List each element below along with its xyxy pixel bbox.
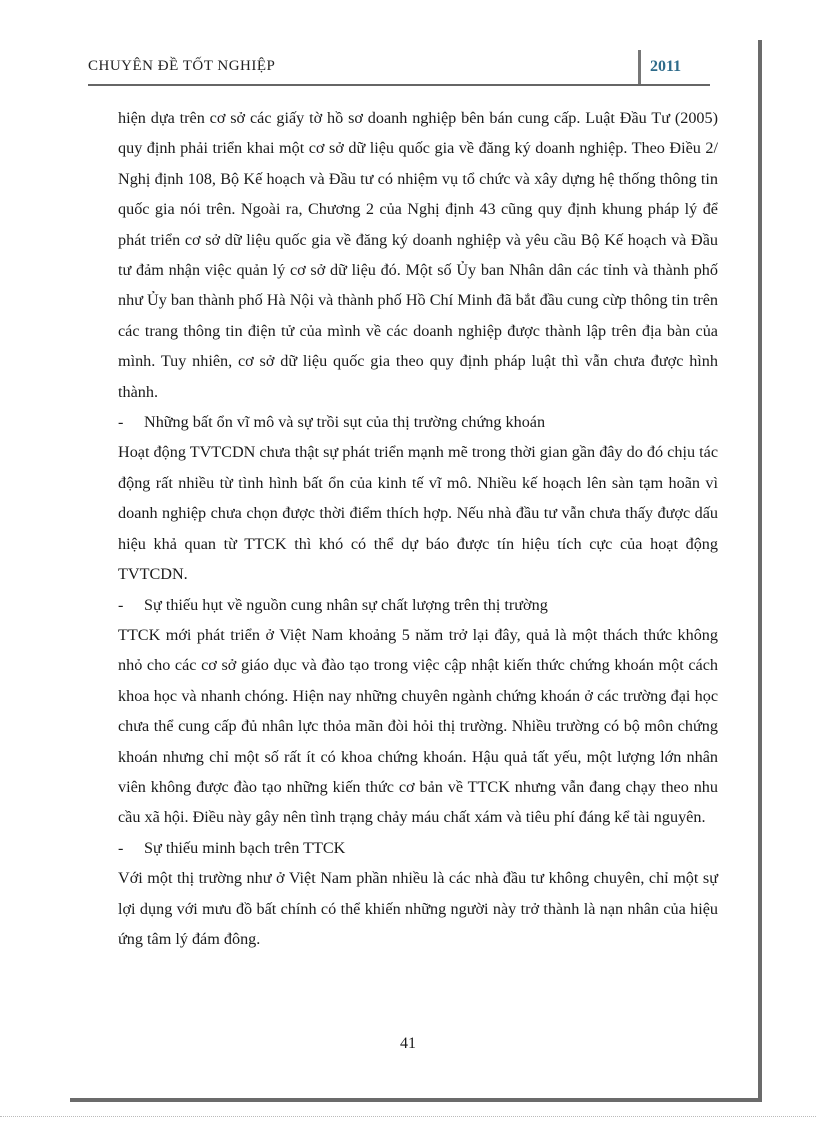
bullet-dash: - [118, 413, 124, 432]
header-year: 2011 [650, 58, 682, 75]
bullet-dash: - [118, 838, 124, 857]
paragraph-2: Hoạt động TVTCDN chưa thật sự phát triển mạnh mẽ trong thời gian gần đây do đó chịu tác động rất nhiều từ tình hình bất ổn của kinh tế vĩ mô. Nhiều kế hoạch lên sàn tạm hoãn vì doanh nghiệp chưa chọn được thời điểm thích hợp. Nếu nhà đầu tư vẫn chưa thấy được dấu hiệu khả quan từ TTCK thì khó có thể dự báo được tín hiệu tích cực của hoạt động TVTCDN. [118, 443, 718, 584]
paragraph-1: hiện dựa trên cơ sở các giấy tờ hồ sơ doanh nghiệp bên bán cung cấp. Luật Đầu Tư (2005) quy định phải triển khai một cơ sở dữ liệu quốc gia về đăng ký doanh nghiệp. Theo Điều 2/ Nghị định 108, Bộ Kế hoạch và Đầu tư có nhiệm vụ tổ chức và xây dựng hệ thống thông tin quốc gia nói trên. Ngoài ra, Chương 2 của Nghị định 43 cũng quy định khung pháp lý để phát triển cơ sở dữ liệu quốc gia về đăng ký doanh nghiệp và yêu cầu Bộ Kế hoạch và Đầu tư đảm nhận việc quản lý cơ sở dữ liệu đó. Một số Ủy ban Nhân dân các tỉnh và thành phố như Ủy ban thành phố Hà Nội và thành phố Hồ Chí Minh đã bắt đầu cung cừp thông tin trên các trang thông tin điện tử của mình về các doanh nghiệp được thành lập trên địa bàn của mình. Tuy nhiên, cơ sở dữ liệu quốc gia theo quy định pháp luật thì vẫn chưa được hình thành. [118, 109, 718, 401]
document-body [118, 103, 718, 954]
bullet-item-2 [118, 590, 718, 620]
page-header [88, 50, 708, 84]
bullet-item-1 [118, 407, 718, 437]
bullet-dash: - [118, 595, 124, 614]
page-number: 41 [400, 1035, 416, 1052]
header-title: CHUYÊN ĐỀ TỐT NGHIỆP [88, 58, 276, 74]
header-rule [88, 84, 710, 86]
header-divider [638, 50, 641, 84]
bullet-text: Sự thiếu minh bạch trên TTCK [144, 838, 346, 857]
paragraph-3: TTCK mới phát triển ở Việt Nam khoảng 5 năm trở lại đây, quả là một thách thức không nhỏ cho các cơ sở giáo dục và đào tạo trong việc cập nhật kiến thức chứng khoán một cách khoa học và nhanh chóng. Hiện nay những chuyên ngành chứng khoán ở các trường đại học chưa thể cung cấp đủ nhân lực thỏa mãn đòi hỏi thị trường. Nhiều trường có bộ môn chứng khoán nhưng chỉ một số rất ít có khoa chứng khoán. Hậu quả tất yếu, một lượng lớn nhân viên không được đào tạo những kiến thức cơ bản về TTCK nhưng vẫn đang chạy theo nhu cầu xã hội. Điều này gây nên tình trạng chảy máu chất xám và tiêu phí đáng kể tài nguyên. [118, 625, 718, 827]
bullet-item-3 [118, 833, 718, 863]
bullet-text: Những bất ổn vĩ mô và sự trồi sụt của thị trường chứng khoán [144, 413, 546, 432]
bullet-text: Sự thiếu hụt về nguồn cung nhân sự chất lượng trên thị trường [144, 595, 548, 614]
paragraph-4: Với một thị trường như ở Việt Nam phần nhiều là các nhà đầu tư không chuyên, chỉ một sự lợi dụng với mưu đồ bất chính có thể khiến những người này trở thành là nạn nhân của hiệu ứng tâm lý đám đông. [118, 869, 718, 948]
page-bottom-border [0, 1116, 816, 1117]
